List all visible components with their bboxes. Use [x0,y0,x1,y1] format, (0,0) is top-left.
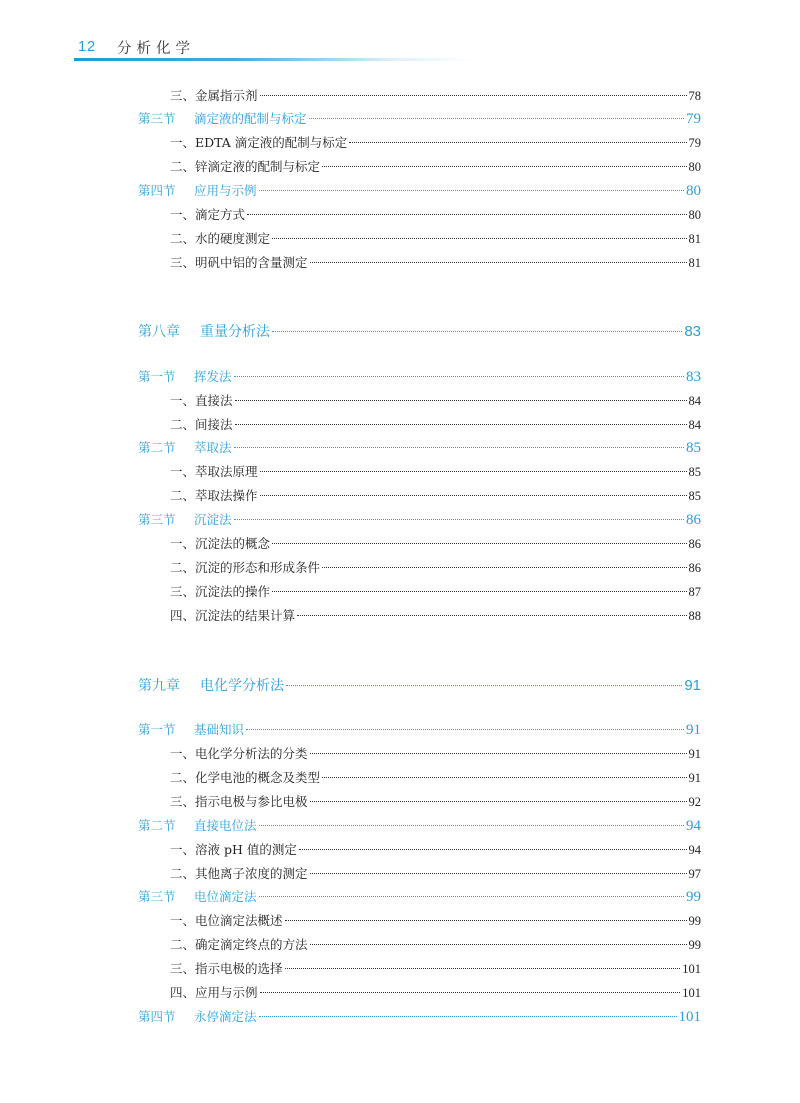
section-title: 萃取法 [194,440,232,455]
dot-leader [234,519,684,520]
dot-leader [272,331,682,332]
dot-leader [234,376,684,377]
toc-section [138,510,701,529]
toc-item [170,864,701,882]
toc-item [170,86,701,104]
toc-section-heading [138,109,307,127]
dot-leader [310,262,687,263]
toc-page-number: 83 [686,369,701,385]
dot-leader [310,944,687,945]
toc-chapter-heading [138,321,270,341]
toc-section [138,181,701,200]
section-title: 电位滴定法 [194,889,257,904]
toc-item-label: 二、化学电池的概念及类型 [170,770,321,785]
dot-leader [260,495,687,496]
section-title: 直接电位法 [194,818,257,833]
toc-section-heading [138,887,257,905]
dot-leader [272,591,686,592]
dot-leader [235,424,687,425]
section-number: 第二节 [138,818,176,833]
toc-page-number: 99 [688,914,701,928]
toc-item [170,768,701,786]
section-number: 第三节 [138,889,176,904]
dot-leader [234,447,684,448]
toc-page-number: 78 [688,89,701,103]
toc-section-heading [138,1007,257,1025]
dot-leader [259,825,684,826]
dot-leader [272,543,686,544]
toc-item [170,935,701,953]
toc-item-label: 一、溶液 pH 值的测定 [170,842,297,857]
toc-page-number: 86 [686,512,701,528]
toc-item-label: 一、直接法 [170,393,233,408]
toc-page-number: 81 [688,256,701,270]
page-number: 12 [78,38,96,55]
toc-item-label: 三、明矾中铝的含量测定 [170,255,308,270]
toc-page-number: 99 [686,889,701,905]
dot-leader [235,400,687,401]
toc-item-label: 二、间接法 [170,417,233,432]
page-header [0,34,800,64]
dot-leader [285,968,681,969]
toc-page-number: 91 [684,677,701,694]
toc-item [170,911,701,929]
toc-page-number: 80 [688,160,701,174]
dot-leader [260,471,687,472]
toc-page-number: 87 [688,585,701,599]
toc-chapter [138,675,701,695]
dot-leader [349,142,686,143]
toc-item [170,840,701,858]
toc-page-number: 97 [688,867,701,881]
toc-item [170,157,701,175]
dot-leader [310,801,687,802]
toc-page-number: 94 [688,843,701,857]
toc-item-label: 三、指示电极的选择 [170,961,283,976]
dot-leader [259,190,684,191]
dot-leader [260,992,681,993]
toc-page-number: 88 [688,609,701,623]
toc-page-number: 85 [686,440,701,456]
toc-item [170,205,701,223]
section-title: 挥发法 [194,369,232,384]
section-number: 第四节 [138,183,176,198]
section-title: 沉淀法 [194,512,232,527]
toc-section [138,887,701,906]
toc-page-number: 83 [684,323,701,340]
toc-page-number: 81 [688,232,701,246]
toc-item [170,744,701,762]
toc-chapter-heading [138,675,284,695]
toc-section [138,438,701,457]
toc-item-label: 四、应用与示例 [170,985,258,1000]
toc-page-number: 92 [688,795,701,809]
dot-leader [285,920,687,921]
toc-page-number: 99 [688,938,701,952]
toc-page-number: 79 [688,136,701,150]
toc-section-heading [138,510,232,528]
dot-leader [310,873,687,874]
section-number: 第四节 [138,1009,176,1024]
toc-item [170,534,701,552]
toc-page-number: 79 [686,111,701,127]
toc-item-label: 一、电位滴定法概述 [170,913,283,928]
toc-section-heading [138,367,232,385]
book-title: 分析化学 [117,41,195,57]
chapter-title: 重量分析法 [200,324,270,340]
toc-item-label: 二、确定滴定终点的方法 [170,937,308,952]
chapter-number: 第九章 [138,678,180,694]
section-title: 滴定液的配制与标定 [194,111,307,126]
chapter-number: 第八章 [138,324,180,340]
dot-leader [272,238,686,239]
toc-section-heading [138,816,257,834]
toc-section [138,816,701,835]
toc-page-number: 101 [678,1009,701,1025]
toc-page-number: 94 [686,818,701,834]
dot-leader [247,214,686,215]
toc-page-number: 86 [688,537,701,551]
dot-leader [322,166,686,167]
section-title: 基础知识 [194,722,245,737]
toc-page-number: 86 [688,561,701,575]
toc-chapter [138,321,701,341]
toc-page-number: 80 [686,183,701,199]
toc-section [138,1007,701,1026]
dot-leader [259,896,684,897]
toc-item-label: 二、萃取法操作 [170,488,258,503]
toc-item-label: 一、电化学分析法的分类 [170,746,308,761]
toc-item-label: 四、沉淀法的结果计算 [170,608,296,623]
section-title: 应用与示例 [194,183,257,198]
toc-section-heading [138,720,244,738]
section-number: 第一节 [138,722,176,737]
toc-item [170,582,701,600]
toc-item-label: 一、EDTA 滴定液的配制与标定 [170,135,348,150]
dot-leader [299,849,687,850]
toc-item-label: 三、沉淀法的操作 [170,584,271,599]
toc-section-heading [138,181,257,199]
toc-item-label: 二、沉淀的形态和形成条件 [170,560,321,575]
toc-section [138,367,701,386]
toc-page-number: 80 [688,208,701,222]
toc-section [138,109,701,128]
header-rule [74,58,474,61]
toc-item [170,606,701,624]
section-number: 第三节 [138,111,176,126]
toc-section [138,720,701,739]
toc-item [170,415,701,433]
dot-leader [310,753,687,754]
toc-item [170,229,701,247]
section-number: 第三节 [138,512,176,527]
toc-item-label: 三、指示电极与参比电极 [170,794,308,809]
toc-page-number: 84 [688,418,701,432]
toc-item-label: 一、滴定方式 [170,207,246,222]
toc-page-number: 91 [686,722,701,738]
toc-page-number: 84 [688,394,701,408]
dot-leader [322,567,686,568]
dot-leader [260,95,687,96]
toc-page-number: 85 [688,489,701,503]
toc-item-label: 二、锌滴定液的配制与标定 [170,159,321,174]
chapter-title: 电化学分析法 [200,678,284,694]
toc-item-label: 一、萃取法原理 [170,464,258,479]
toc-item [170,462,701,480]
toc-item [170,558,701,576]
dot-leader [246,729,684,730]
section-number: 第二节 [138,440,176,455]
toc-item [170,133,701,151]
dot-leader [309,118,684,119]
toc-item [170,983,701,1001]
dot-leader [286,685,682,686]
section-title: 永停滴定法 [194,1009,257,1024]
toc-page-number: 101 [682,986,701,1000]
toc-item-label: 二、水的硬度测定 [170,231,271,246]
toc-item [170,486,701,504]
toc-item-label: 一、沉淀法的概念 [170,536,271,551]
toc-page-number: 91 [688,747,701,761]
toc-page-number: 85 [688,465,701,479]
toc-item [170,792,701,810]
section-number: 第一节 [138,369,176,384]
toc-item [170,391,701,409]
dot-leader [322,777,686,778]
toc-section-heading [138,438,232,456]
toc-item-label: 二、其他离子浓度的测定 [170,866,308,881]
toc-item [170,959,701,977]
toc-item [170,253,701,271]
toc-page-number: 91 [688,771,701,785]
dot-leader [259,1016,677,1017]
dot-leader [297,615,686,616]
toc-page-number: 101 [682,962,701,976]
toc-item-label: 三、金属指示剂 [170,88,258,103]
